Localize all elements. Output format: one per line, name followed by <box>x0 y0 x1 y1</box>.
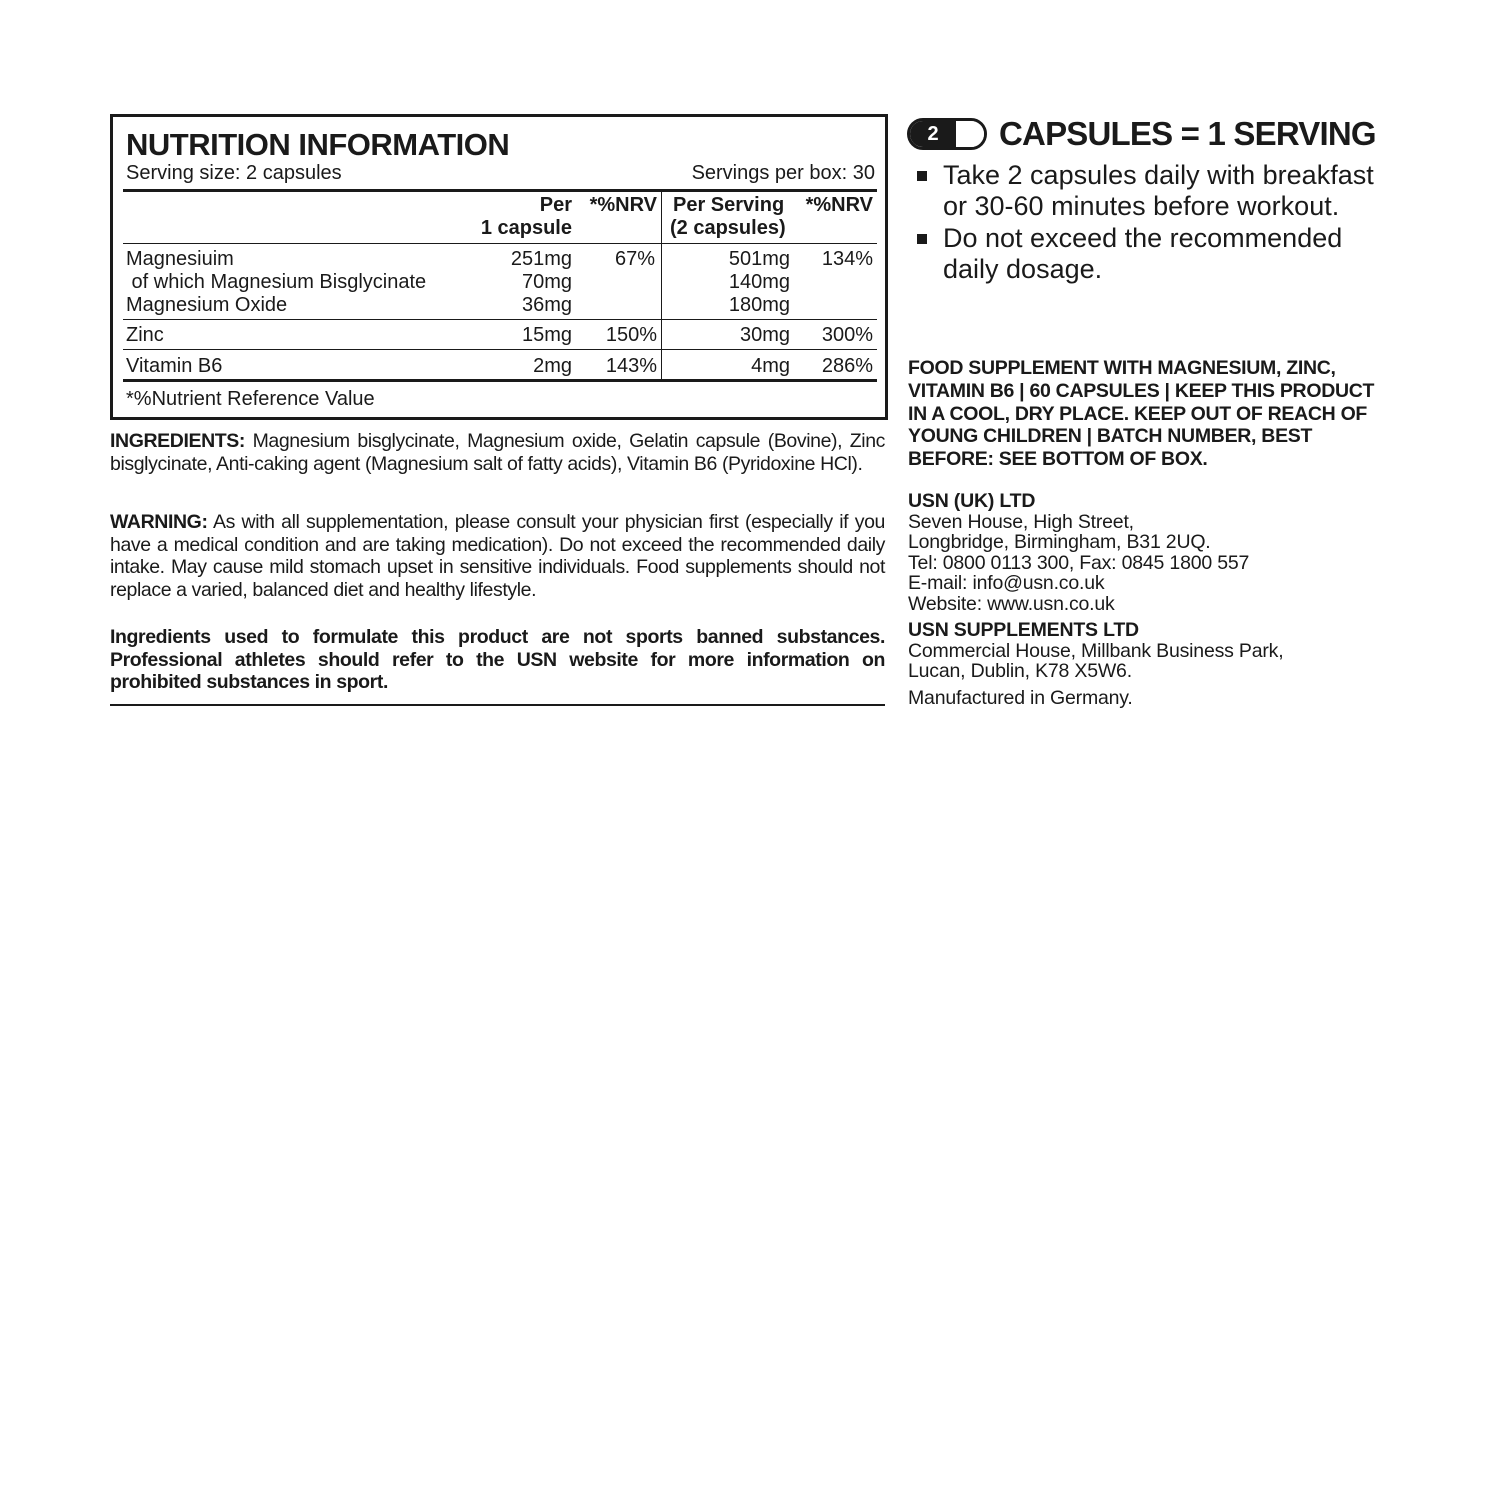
nutrient-name: of which Magnesium Bisglycinate <box>126 271 427 293</box>
nutrient-nrv-capsule: 143% <box>605 355 657 377</box>
uk-company-name: USN (UK) LTD <box>908 490 1036 512</box>
nutrient-nrv-serving: 300% <box>821 324 873 346</box>
header-per-capsule-1: Per <box>539 194 572 216</box>
capsule-number: 2 <box>910 121 956 147</box>
bullet-square-icon <box>917 234 927 244</box>
header-per-capsule-2: 1 capsule <box>480 217 572 239</box>
warning-text: As with all supplementation, please consult your physician first (especially if you have a medical condition and are taking medication). Do not exceed the recommended daily intake. May cause mild stomach upset in sensitive individuals. Food supplements should not replace a varied, balanced diet and healthy lifestyle. <box>110 511 885 601</box>
column-divider <box>661 192 662 379</box>
divider <box>123 379 877 382</box>
nutrient-per-serving: 140mg <box>728 271 790 293</box>
nutrition-title: NUTRITION INFORMATION <box>126 127 510 162</box>
nutrient-name: Zinc <box>126 324 164 346</box>
nutrient-per-serving: 501mg <box>728 248 790 270</box>
nutrient-per-capsule: 36mg <box>521 294 572 316</box>
serving-heading-text: CAPSULES = 1 SERVING <box>999 115 1376 152</box>
warning-label: WARNING: <box>110 511 208 533</box>
nutrient-nrv-capsule: 67% <box>614 248 655 270</box>
serving-info <box>126 162 875 185</box>
divider <box>123 349 877 350</box>
nutrient-per-capsule: 70mg <box>521 271 572 293</box>
bottom-rule <box>110 704 885 706</box>
nutrient-per-capsule: 251mg <box>510 248 572 270</box>
ie-company-name: USN SUPPLEMENTS LTD <box>908 619 1139 641</box>
divider <box>123 243 877 244</box>
nutrient-nrv-serving: 286% <box>821 355 873 377</box>
nutrient-nrv-capsule: 150% <box>605 324 657 346</box>
nutrient-per-serving: 180mg <box>728 294 790 316</box>
ingredients-text: Magnesium bisglycinate, Magnesium oxide, Gelatin capsule (Bovine), Zinc bisglycinate, Anti-caking agent (Magnesium salt of fatty acids), Vitamin B6 (Pyridoxine HCl). <box>110 430 885 475</box>
ingredients-block <box>110 430 885 475</box>
sports-notice: Ingredients used to formulate this product are not sports banned substances. Professional athletes should refer to the USN website for more information on prohibited substances in sport. <box>110 626 885 694</box>
warning-block <box>110 511 885 601</box>
nutrition-table <box>110 114 888 420</box>
ie-company-address: USN SUPPLEMENTS LTD Commercial House, Millbank Business Park, Lucan, Dublin, K78 X5W6. Manufactured in Germany. <box>908 620 1388 708</box>
uk-company-address: USN (UK) LTD Seven House, High Street, Longbridge, Birmingham, B31 2UQ. Tel: 0800 0113 300, Fax: 0845 1800 557 E-mail: info@usn.co.uk Website: www.usn.co.uk <box>908 491 1388 615</box>
manufactured-note: Manufactured in Germany. <box>908 686 1133 709</box>
header-per-serving-1: Per Serving <box>673 194 785 216</box>
ingredients-label: INGREDIENTS: <box>110 430 245 452</box>
capsule-icon <box>907 118 987 150</box>
nutrient-per-serving: 30mg <box>739 324 790 346</box>
nutrient-name: Magnesium Oxide <box>126 294 288 316</box>
nutrient-per-capsule: 2mg <box>533 355 572 377</box>
servings-per-box: Servings per box: 30 <box>691 162 875 184</box>
serving-heading <box>907 112 1376 156</box>
header-per-serving-2: (2 capsules) <box>670 217 786 239</box>
list-item: Do not exceed the recommended daily dosage. <box>915 223 1395 284</box>
nutrient-name: Magnesiuim <box>126 248 234 270</box>
header-nrv-2: *%NRV <box>805 194 873 216</box>
divider <box>123 319 877 320</box>
list-item: Take 2 capsules daily with breakfast or 30-60 minutes before workout. <box>915 160 1395 221</box>
header-nrv-1: *%NRV <box>589 194 657 216</box>
serving-size: Serving size: 2 capsules <box>126 162 342 184</box>
nrv-footnote: *%Nutrient Reference Value <box>126 388 375 410</box>
nutrient-per-serving: 4mg <box>751 355 790 377</box>
dosage-instructions <box>915 160 1395 286</box>
nutrient-nrv-serving: 134% <box>821 248 873 270</box>
bullet-square-icon <box>917 171 927 181</box>
divider <box>123 189 877 192</box>
supplement-statement: FOOD SUPPLEMENT WITH MAGNESIUM, ZINC, VITAMIN B6 | 60 CAPSULES | KEEP THIS PRODUCT IN A COOL, DRY PLACE. KEEP OUT OF REACH OF YOUNG CHILDREN | BATCH NUMBER, BEST BEFORE: SEE BOTTOM OF BOX. <box>908 357 1375 471</box>
nutrient-name: Vitamin B6 <box>126 355 223 377</box>
nutrient-per-capsule: 15mg <box>521 324 572 346</box>
